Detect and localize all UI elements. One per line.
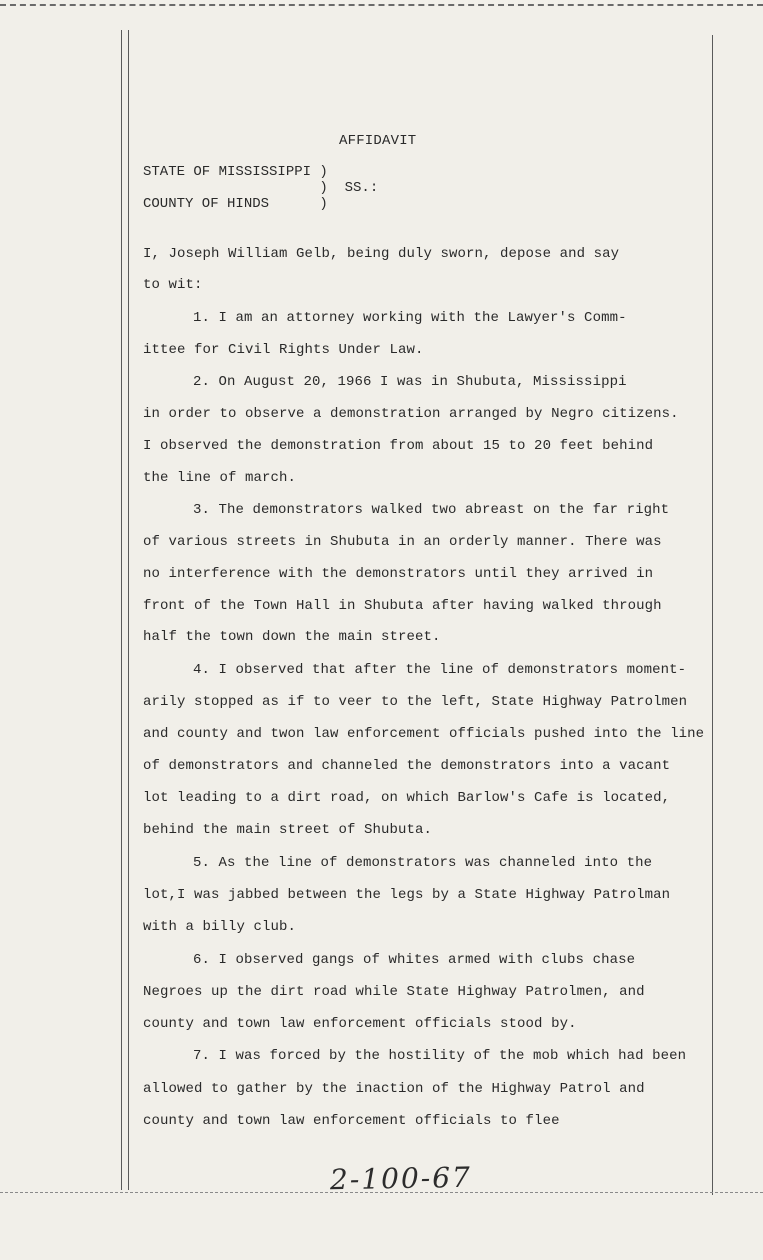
- left-margin-rule-inner: [128, 30, 129, 1190]
- caption-state: STATE OF MISSISSIPPI ): [143, 164, 328, 180]
- body-line: of various streets in Shubuta in an orderly manner. There was: [143, 534, 662, 550]
- body-line: lot leading to a dirt road, on which Barlow's Cafe is located,: [143, 790, 671, 806]
- body-line: the line of march.: [143, 470, 297, 486]
- body-line: allowed to gather by the inaction of the Highway Patrol and: [143, 1081, 645, 1097]
- body-line: county and town law enforcement officials to flee: [143, 1113, 560, 1129]
- handwritten-file-number: 2-100-67: [329, 1160, 473, 1197]
- paragraph-6-line: 6. I observed gangs of whites armed with clubs chase: [193, 952, 636, 968]
- body-line: I observed the demonstration from about 15 to 20 feet behind: [143, 438, 654, 454]
- paragraph-2-line: 2. On August 20, 1966 I was in Shubuta, Mississippi: [193, 374, 627, 390]
- body-line: front of the Town Hall in Shubuta after having walked through: [143, 598, 662, 614]
- paragraph-7-line: 7. I was forced by the hostility of the mob which had been: [193, 1048, 687, 1064]
- right-margin-rule: [712, 35, 713, 1195]
- paragraph-5-line: 5. As the line of demonstrators was channeled into the: [193, 855, 653, 871]
- body-line: behind the main street of Shubuta.: [143, 822, 433, 838]
- body-line: no interference with the demonstrators until they arrived in: [143, 566, 654, 582]
- left-margin-rule: [121, 30, 122, 1190]
- body-line: of demonstrators and channeled the demonstrators into a vacant: [143, 758, 671, 774]
- body-line: ittee for Civil Rights Under Law.: [143, 342, 424, 358]
- body-line: in order to observe a demonstration arranged by Negro citizens.: [143, 406, 679, 422]
- body-line: and county and twon law enforcement officials pushed into the line: [143, 726, 705, 742]
- body-line: to wit:: [143, 277, 203, 293]
- body-line: I, Joseph William Gelb, being duly sworn, depose and say: [143, 246, 620, 262]
- body-line: Negroes up the dirt road while State Highway Patrolmen, and: [143, 984, 645, 1000]
- caption-ss: ) SS.:: [143, 180, 379, 196]
- paragraph-3-line: 3. The demonstrators walked two abreast on the far right: [193, 502, 670, 518]
- body-line: arily stopped as if to veer to the left, State Highway Patrolmen: [143, 694, 688, 710]
- document-title: AFFIDAVIT: [339, 133, 417, 149]
- paragraph-4-line: 4. I observed that after the line of demonstrators moment-: [193, 662, 687, 678]
- body-line: county and town law enforcement officials stood by.: [143, 1016, 577, 1032]
- top-border: [0, 4, 763, 6]
- body-line: with a billy club.: [143, 919, 297, 935]
- body-line: half the town down the main street.: [143, 629, 441, 645]
- caption-county: COUNTY OF HINDS ): [143, 196, 328, 212]
- body-line: lot,I was jabbed between the legs by a State Highway Patrolman: [143, 887, 671, 903]
- paragraph-1-line: 1. I am an attorney working with the Lawyer's Comm-: [193, 310, 627, 326]
